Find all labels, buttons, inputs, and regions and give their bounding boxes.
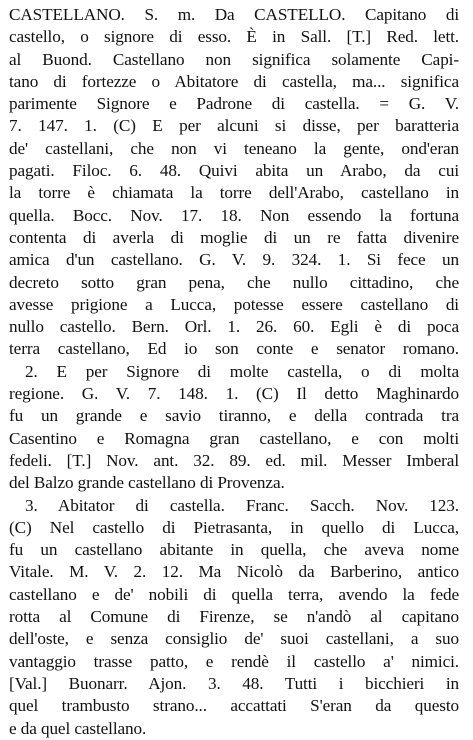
entry-line: la torre è chiamata la torre dell'Arabo, castellano in <box>9 183 459 203</box>
entry-line: pagati. Filoc. 6. 48. Quivi abita un Arabo, da cui <box>9 161 459 181</box>
entry-line: (C) Nel castello di Pietrasanta, in quello di Lucca, <box>9 517 459 537</box>
entry-line: al Buond. Castellano non significa solamente Capi- <box>9 49 459 69</box>
entry-line: quel trambusto strano... accattati S'eran da questo <box>9 696 459 716</box>
entry-line: tano di fortezze o Abitatore di castella, ma... significa <box>9 71 459 91</box>
entry-line: rotta al Comune di Firenze, se n'andò al capitano <box>9 607 459 627</box>
entry-line: [Val.] Buonarr. Ajon. 3. 48. Tutti i bicchieri in <box>9 673 459 693</box>
entry-line: avesse prigione a Lucca, potesse essere castellano di <box>9 294 459 314</box>
entry-line: amica d'un castellano. G. V. 9. 324. 1. Si fece un <box>9 250 459 270</box>
entry-line: fedeli. [T.] Nov. ant. 32. 89. ed. mil. Messer Imberal <box>9 450 459 470</box>
entry-line: decreto sotto gran pena, che nullo cittadino, che <box>9 272 459 292</box>
entry-line: parimente Signore e Padrone di castella. = G. V. <box>9 94 459 114</box>
entry-line: castello, o signore di esso. È in Sall. [T.] Red. lett. <box>9 27 459 47</box>
entry-line: del Balzo grande castellano di Provenza. <box>9 473 285 493</box>
sense-2-heading: 2. E per Signore di molte castella, o di molta <box>25 361 459 381</box>
entry-line: Casentino e Romagna gran castellano, e con molti <box>9 428 459 448</box>
entry-line: nullo castello. Bern. Orl. 1. 26. 60. Egli è di poca <box>9 317 459 337</box>
entry-line: castellano e de' nobili di quella terra, avendo la fede <box>9 584 459 604</box>
entry-line: quella. Bocc. Nov. 17. 18. Non essendo la fortuna <box>9 205 459 225</box>
entry-line: vantaggio trasse patto, e rendè il castello a' nimici. <box>9 651 459 671</box>
dictionary-entry <box>9 4 459 740</box>
entry-line: dell'oste, e senza consiglio de' suoi castellani, a suo <box>9 629 459 649</box>
sense-3-heading: 3. Abitator di castella. Franc. Sacch. Nov. 123. <box>25 495 459 515</box>
entry-line: terra castellano, Ed io son conte e senator romano. <box>9 339 459 359</box>
entry-line: CASTELLANO. S. m. Da CASTELLO. Capitano di <box>9 5 459 24</box>
entry-line: regione. G. V. 7. 148. 1. (C) Il detto Maghinardo <box>9 384 459 404</box>
entry-line: de' castellani, che non vi teneano la gente, ond'eran <box>9 138 459 158</box>
entry-line: fu un castellano abitante in quella, che aveva nome <box>9 540 459 560</box>
entry-line: contenta di averla di moglie di un re fatta divenire <box>9 227 459 247</box>
entry-line: Vitale. M. V. 2. 12. Ma Nicolò da Barberino, antico <box>9 562 459 582</box>
entry-line: e da quel castellano. <box>9 718 147 738</box>
entry-line: 7. 147. 1. (C) E per alcuni si disse, per baratteria <box>9 116 459 136</box>
entry-line: fu un grande e savio tiranno, e della contrada tra <box>9 406 459 426</box>
